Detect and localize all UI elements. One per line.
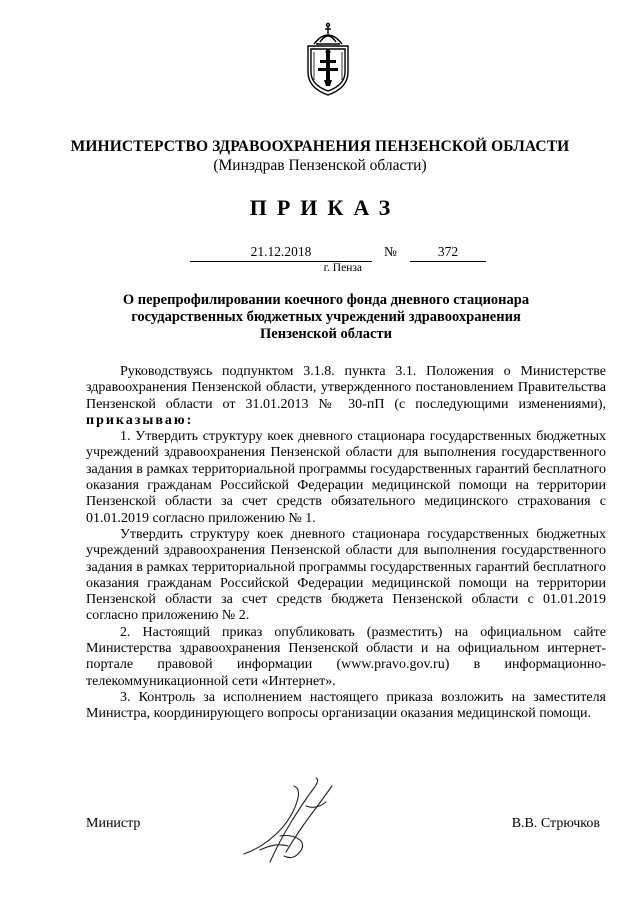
order-item-3: 3. Контроль за исполнением настоящего приказа возложить на заместителя Министра, координирующего вопросы организации оказания медицинской помощи.	[86, 689, 606, 722]
signatory-title: Министр	[86, 816, 141, 831]
order-date: 21.12.2018	[190, 243, 372, 262]
order-subject	[88, 292, 564, 343]
order-item-2: 2. Настоящий приказ опубликовать (разместить) на официальном сайте Министерства здравоохранения Пензенской области и на официальном интернет-портале правовой информации (www.pravo.gov.ru) в информационно-телекоммуникационной сети «Интернет».	[86, 624, 606, 689]
ministry-name: МИНИСТЕРСТВО ЗДРАВООХРАНЕНИЯ ПЕНЗЕНСКОЙ ОБЛАСТИ	[70, 138, 570, 155]
order-item-1b: Утвердить структуру коек дневного стационара государственных бюджетных учреждений здравоохранения Пензенской области для выполнения государственного задания в рамках территориальной программы государственных гарантий бесплатного оказания гражданам Российской Федерации медицинской помощи на территории Пензенской области за счет средств бюджета Пензенской области с 01.01.2019 согласно приложению № 2.	[86, 526, 606, 624]
subject-line: Пензенской области	[260, 326, 392, 342]
order-keyword: приказываю:	[86, 412, 194, 428]
city-label: г. Пенза	[323, 262, 362, 274]
order-item-1: 1. Утвердить структуру коек дневного стационара государственных бюджетных учреждений здравоохранения Пензенской области для выполнения государственного задания в рамках территориальной программы государственных гарантий бесплатного оказания гражданам Российской Федерации медицинской помощи на территории Пензенской области за счет средств обязательного медицинского страхования с 01.01.2019 согласно приложению № 1.	[86, 429, 606, 526]
intro-paragraph	[86, 364, 606, 429]
document-type-title: ПРИКАЗ	[249, 195, 401, 220]
subject-line: государственных бюджетных учреждений здравоохранения	[131, 309, 521, 325]
intro-text: Руководствуясь подпунктом 3.1.8. пункта 3.1. Положения о Министерстве здравоохранения Пензенской области, утвержденного постановлением Правительства Пензенской области от 31.01.2013 № 30-пП (с последующими изменениями),	[86, 364, 606, 412]
ministry-short-name: (Минздрав Пензенской области)	[213, 157, 427, 174]
order-body	[86, 364, 606, 723]
subject-line: О перепрофилировании коечного фонда дневного стационара	[122, 292, 530, 308]
coat-of-arms-icon	[300, 22, 356, 98]
handwritten-signature	[236, 776, 346, 868]
number-sign: №	[384, 244, 397, 259]
order-number: 372	[410, 243, 486, 262]
signatory-name: В.В. Стрючков	[511, 816, 600, 831]
